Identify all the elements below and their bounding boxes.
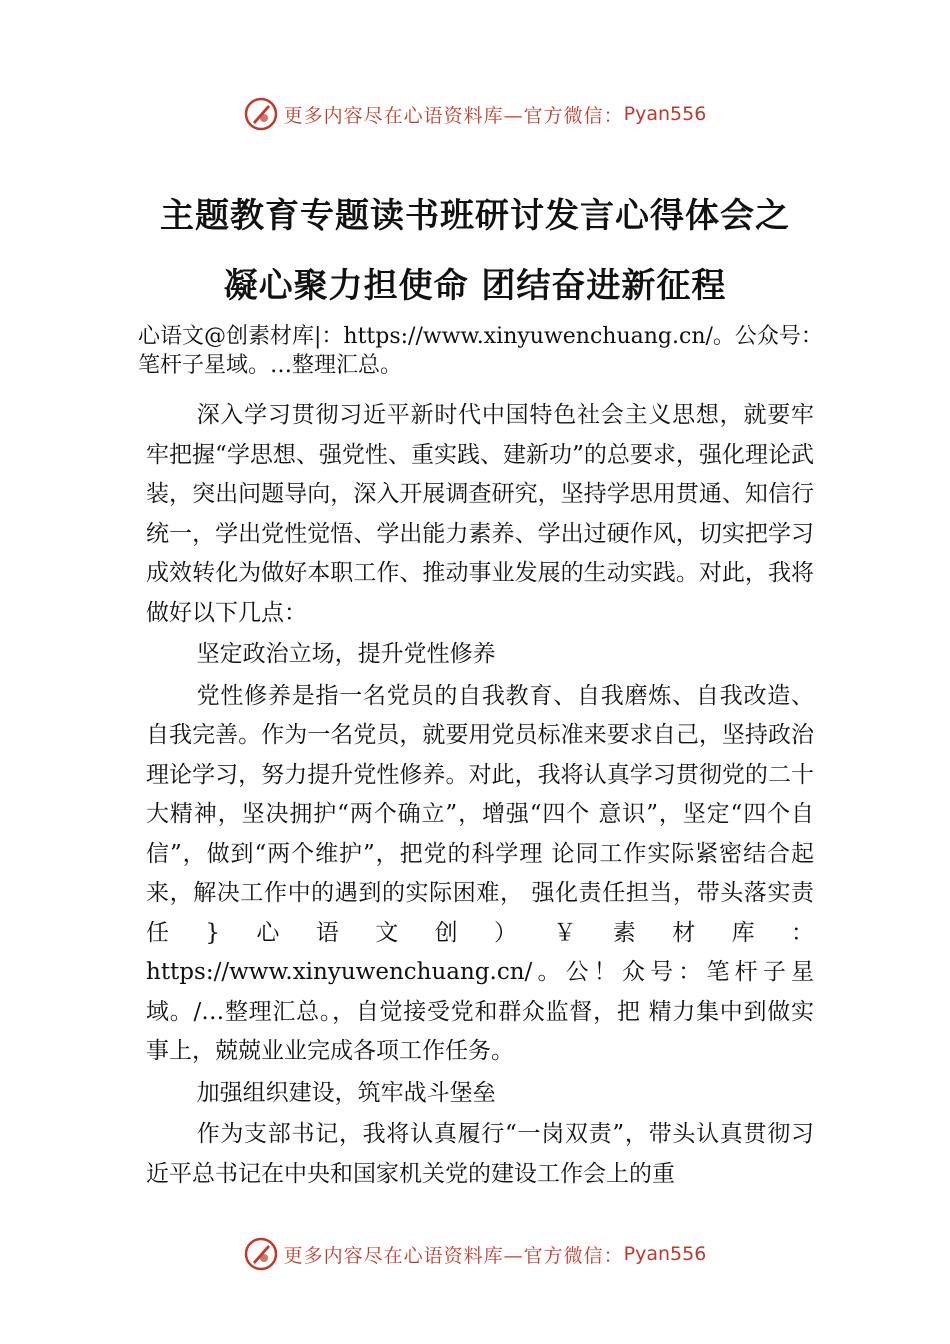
section-heading: 加强组织建设，筑牢战斗堡垒 (196, 1079, 496, 1106)
document-body (146, 396, 814, 1194)
paragraph: 深入学习贯彻习近平新时代中国特色社会主义思想，就要牢牢把握“学思想、强党性、重实践、建新功”的总要求，强化理论武装，突出问题导向，深入开展调查研究，坚持学思用贯通、知信行统一，学出党性觉悟、学出能力素养、学出过硬作风，切实把学习成效转化为做好本职工作、推动事业发展的生动实践。对此，我将做好以下几点： (146, 402, 814, 626)
header-banner (0, 92, 950, 136)
footer-banner (0, 1232, 950, 1276)
paragraph: 作为支部书记，我将认真履行“一岗双责”，带头认真贯彻习近平总书记在中央和国家机关党的建设工作会上的重 (146, 1121, 814, 1187)
paragraph: 党性修养是指一名党员的自我教育、自我磨炼、自我改造、自我完善。作为一名党员，就要用党员标准来要求自己，坚持政治理论学习，努力提升党性修养。对此，我将认真学习贯彻党的二十大精神，坚决拥护“两个确立”，增强“四个 意识”，坚定“四个自信”，做到“两个维护”，把党的科学理 论同工作实际紧密结合起来，解决工作中的遇到的实际困难， 强化责任担当，带头落实责任}心语文创）￥素材库：https://www.xinyuwenchuang.cn/。公！众号：笔杆子星域。/…整理汇总。，自觉接受党和群众监督，把 精力集中到做实事上，兢兢业业完成各项工作任务。 (146, 682, 814, 1064)
document-title-line-1: 主题教育专题读书班研讨发言心得体会之 (160, 196, 790, 236)
document-title-line-2: 凝心聚力担使命 团结奋进新征程 (223, 266, 727, 306)
quill-seal-icon (244, 1237, 278, 1271)
section-heading: 坚定政治立场，提升党性修养 (196, 641, 496, 667)
banner-text: 更多内容尽在心语资料库—官方微信： (283, 104, 624, 127)
banner-wechat-id: Pyan556 (623, 103, 707, 125)
quill-seal-icon (244, 97, 278, 131)
source-note: 心语文@创素材库|：https://www.xinyuwenchuang.cn/。公众号：笔杆子星域。…整理汇总。 (138, 324, 823, 378)
banner-text: 更多内容尽在心语资料库—官方微信： (283, 1244, 624, 1267)
banner-wechat-id: Pyan556 (623, 1243, 707, 1265)
